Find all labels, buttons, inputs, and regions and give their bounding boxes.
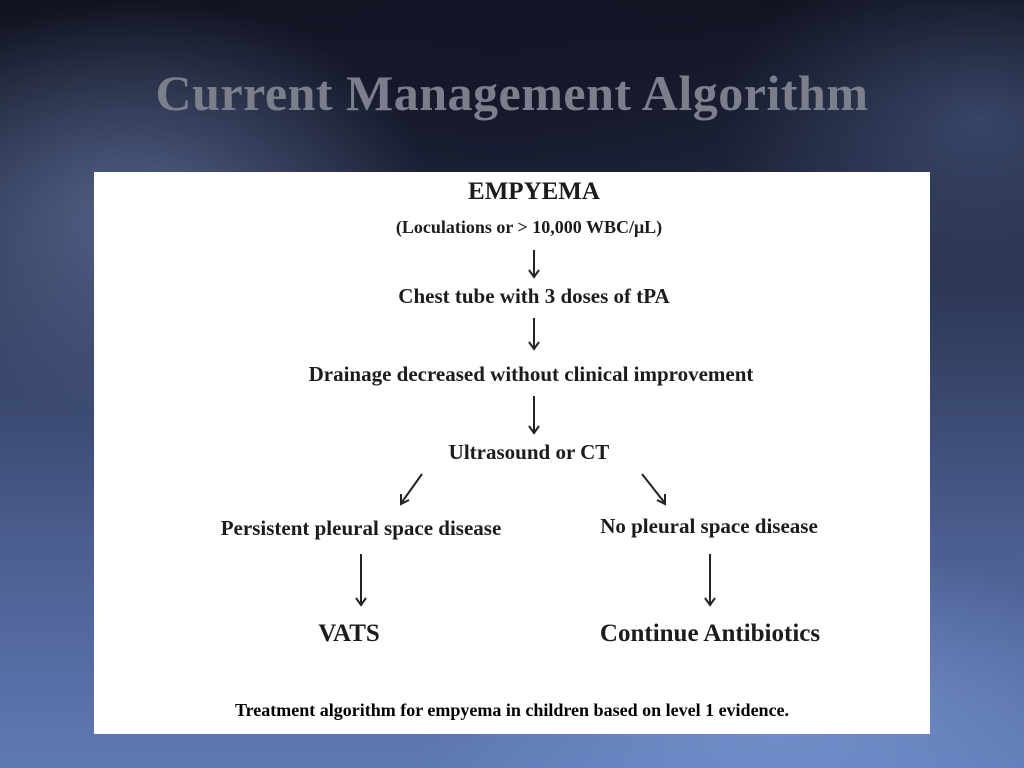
arrow-down-icon <box>522 394 546 436</box>
node-empyema: EMPYEMA <box>468 178 600 205</box>
arrow-down-icon <box>698 552 722 608</box>
node-criteria: (Loculations or > 10,000 WBC/μL) <box>395 217 663 237</box>
node-continue-antibiotics: Continue Antibiotics <box>599 620 821 647</box>
figure-caption: Treatment algorithm for empyema in children based on level 1 evidence. <box>234 700 790 720</box>
arrow-down-icon <box>349 552 373 608</box>
algorithm-figure <box>94 172 930 734</box>
arrow-diagonal-left-icon <box>394 470 434 510</box>
slide-title: Current Management Algorithm <box>155 65 869 121</box>
node-no-disease: No pleural space disease <box>600 514 818 538</box>
arrow-down-icon <box>522 316 546 352</box>
arrow-diagonal-right-icon <box>634 470 674 510</box>
arrow-down-icon <box>522 248 546 280</box>
node-imaging: Ultrasound or CT <box>448 440 610 464</box>
node-vats: VATS <box>318 620 380 647</box>
node-chest-tube: Chest tube with 3 doses of tPA <box>398 284 670 308</box>
node-persistent-disease: Persistent pleural space disease <box>220 516 502 540</box>
node-drainage: Drainage decreased without clinical improvement <box>308 362 754 386</box>
